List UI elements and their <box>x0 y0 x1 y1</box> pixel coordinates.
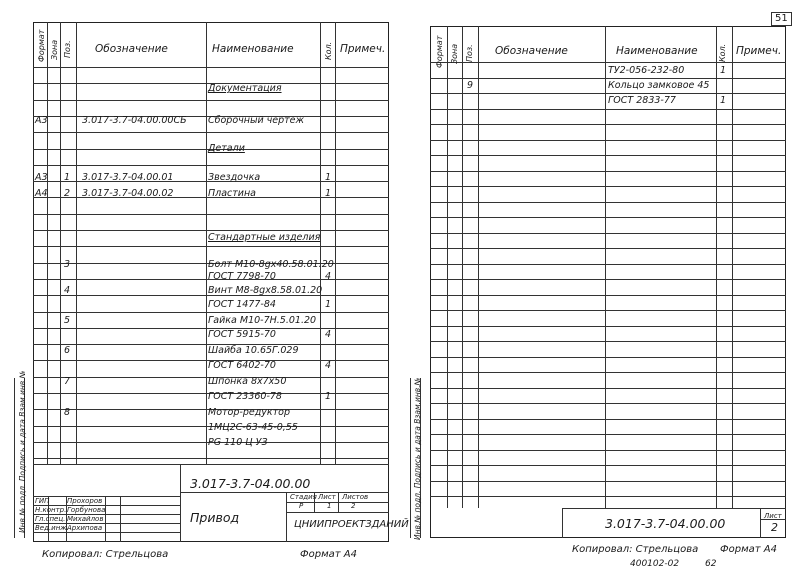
left-row-designation: 3.017-3.7-04.00.01 <box>82 172 174 183</box>
left-col-note-header: Примеч. <box>340 43 386 55</box>
right-row-qty: 1 <box>720 95 727 106</box>
right-row-line <box>430 465 786 466</box>
left-signer-divider <box>105 496 106 542</box>
left-stamp-divider <box>286 492 287 542</box>
left-row-line <box>33 165 389 166</box>
left-col-divider <box>60 22 61 464</box>
left-row-format: А3 <box>35 115 48 126</box>
right-stamp-divider <box>760 508 761 538</box>
right-row-line <box>430 341 786 342</box>
right-row-line <box>430 93 786 94</box>
right-col-note-header: Примеч. <box>736 45 782 57</box>
left-row-line <box>33 100 389 101</box>
left-stamp-divider <box>180 464 181 542</box>
left-row-name: ГОСТ 23360-78 <box>208 391 282 402</box>
right-row-line <box>430 155 786 156</box>
left-row-qty: 4 <box>325 360 332 371</box>
left-row-name: Пластина <box>208 188 257 199</box>
right-row-line <box>430 434 786 435</box>
right-row-line <box>430 481 786 482</box>
right-row-line <box>430 357 786 358</box>
left-row-position: 2 <box>64 188 71 199</box>
left-stamp-line <box>286 512 389 513</box>
left-row-qty: 4 <box>325 271 332 282</box>
right-row-line <box>430 202 786 203</box>
right-col-designation-header: Обозначение <box>495 45 568 57</box>
left-col-pos-header: Поз. <box>63 40 72 58</box>
left-col-divider <box>206 22 207 464</box>
left-stamp-sheet-label: Лист <box>318 493 336 501</box>
right-row-line <box>430 109 786 110</box>
left-row-line <box>33 246 389 247</box>
left-row-name: ГОСТ 1477-84 <box>208 299 276 310</box>
left-col-divider <box>335 22 336 464</box>
signer-role: Н.контр. <box>35 506 67 514</box>
left-row-qty: 1 <box>325 188 332 199</box>
left-col-divider <box>47 22 48 464</box>
left-signer-line <box>33 532 180 533</box>
left-row-name: Винт М8-8gx8.58.01.20 <box>208 285 323 296</box>
left-row-line <box>33 214 389 215</box>
right-row-qty: 1 <box>720 65 727 76</box>
left-side-label: Инв.№ подл. Подпись и дата Взам.инв.№ <box>18 370 27 533</box>
right-col-divider <box>447 26 448 508</box>
right-order-no: 400102-02 <box>630 559 680 569</box>
left-organization: ЦНИИПРОЕКТЗДАНИЙ <box>294 519 409 530</box>
left-row-designation: 3.017-3.7-04.00.00СБ <box>82 115 187 126</box>
right-row-line <box>430 279 786 280</box>
left-row-qty: 4 <box>325 329 332 340</box>
left-row-position: 7 <box>64 376 71 387</box>
signer-role: Гл.спец. <box>35 515 66 523</box>
left-row-format: А3 <box>35 172 48 183</box>
signer-name: Архипова <box>67 524 103 532</box>
left-row-name: ГОСТ 7798-70 <box>208 271 276 282</box>
right-row-line <box>430 403 786 404</box>
left-stamp-stage-value: Р <box>299 502 304 510</box>
left-row-qty: 1 <box>325 391 332 402</box>
left-signer-line <box>33 496 180 497</box>
right-order-pg: 62 <box>705 559 717 569</box>
signer-name: Горбунова <box>67 506 106 514</box>
right-row-position: 9 <box>467 80 474 91</box>
right-col-divider <box>478 26 479 508</box>
right-row-line <box>430 171 786 172</box>
left-row-name: ГОСТ 5915-70 <box>208 329 276 340</box>
right-sheet-no: 2 <box>771 521 778 534</box>
right-row-line <box>430 124 786 125</box>
left-row-name: Болт М10-8gx40.58.01.20 <box>208 259 334 270</box>
right-row-line <box>430 450 786 451</box>
right-row-name: ТУ2-056-232-80 <box>608 65 685 76</box>
right-col-divider <box>716 26 717 508</box>
right-col-name-header: Наименование <box>616 45 698 57</box>
left-col-divider <box>76 22 77 464</box>
right-col-zone-header: Зона <box>450 43 459 64</box>
right-header-line <box>430 62 786 63</box>
left-row-name: Сборочный чертеж <box>208 115 305 126</box>
left-row-name: Шпонка 8х7х50 <box>208 376 287 387</box>
right-row-line <box>430 419 786 420</box>
right-stamp-code: 3.017-3.7-04.00.00 <box>605 516 726 531</box>
right-col-pos-header: Поз. <box>465 44 474 62</box>
right-row-line <box>430 310 786 311</box>
left-stamp-sheets-value: 2 <box>351 502 356 510</box>
right-row-line <box>430 295 786 296</box>
left-format: Формат А4 <box>300 549 357 560</box>
right-side-strip <box>410 378 411 538</box>
left-col-format-header: Формат <box>37 29 46 62</box>
left-row-name: Мотор-редуктор <box>208 407 290 418</box>
left-row-format: А4 <box>35 188 48 199</box>
right-row-line <box>430 372 786 373</box>
left-row-line <box>33 230 389 231</box>
right-row-line <box>430 496 786 497</box>
left-stamp-stage-label: Стадия <box>290 493 317 501</box>
right-row-line <box>430 140 786 141</box>
left-row-position: 1 <box>64 172 71 183</box>
right-col-divider <box>605 26 606 508</box>
right-col-qty-header: Кол. <box>718 43 727 62</box>
left-col-zone-header: Зона <box>50 39 59 60</box>
left-row-position: 5 <box>64 315 71 326</box>
left-row-position: 3 <box>64 259 71 270</box>
left-row-designation: 3.017-3.7-04.00.02 <box>82 188 174 199</box>
right-sheet-label: Лист <box>764 512 782 520</box>
signer-name: Прохоров <box>67 497 103 505</box>
left-stamp-code: 3.017-3.7-04.00.00 <box>190 476 311 491</box>
right-row-line <box>430 264 786 265</box>
left-row-name: Звездочка <box>208 172 261 183</box>
left-row-position: 8 <box>64 407 71 418</box>
left-col-divider <box>320 22 321 464</box>
right-row-name: ГОСТ 2833-77 <box>608 95 676 106</box>
right-row-line <box>430 217 786 218</box>
right-row-name: Кольцо замковое 45 <box>608 80 710 91</box>
left-row-position: 4 <box>64 285 71 296</box>
left-row-position: 6 <box>64 345 71 356</box>
left-header-line <box>33 67 389 68</box>
left-row-qty: 1 <box>325 299 332 310</box>
right-col-divider <box>732 26 733 508</box>
right-format: Формат А4 <box>720 544 777 555</box>
left-stamp-title: Привод <box>190 510 240 525</box>
signer-role: Вед.инж. <box>35 524 69 532</box>
right-stamp-divider <box>562 508 563 538</box>
left-stamp-top-line <box>33 464 389 465</box>
page-number: 51 <box>771 12 792 26</box>
left-col-designation-header: Обозначение <box>95 43 168 55</box>
signer-name: Михайлов <box>67 515 104 523</box>
right-row-line <box>430 388 786 389</box>
left-side-strip <box>14 378 15 538</box>
signer-role: ГИП <box>35 497 50 505</box>
left-row-line <box>33 132 389 133</box>
left-col-qty-header: Кол. <box>324 41 333 60</box>
left-row-name: Шайба 10.65Г.029 <box>208 345 299 356</box>
left-copied-by: Копировал: Стрельцова <box>42 549 169 560</box>
left-stamp-sheet-value: 1 <box>327 502 332 510</box>
left-row-name: РG 110 Ц УЗ <box>208 437 268 448</box>
left-row-line <box>33 458 389 459</box>
left-row-name: Документация <box>208 83 282 94</box>
right-side-label: Инв.№ подл. Подпись и дата Взам.инв.№ <box>413 377 422 540</box>
right-row-line <box>430 78 786 79</box>
right-row-line <box>430 233 786 234</box>
left-row-name: Гайка М10-7Н.5.01.20 <box>208 315 317 326</box>
left-row-name: Детали <box>208 143 245 154</box>
right-col-format-header: Формат <box>435 35 444 68</box>
left-signer-divider <box>120 496 121 542</box>
left-row-name: ГОСТ 6402-70 <box>208 360 276 371</box>
left-stamp-sheets-label: Листов <box>342 493 369 501</box>
left-row-name: 1МЦ2С-63-45-0,55 <box>208 422 298 433</box>
right-col-divider <box>462 26 463 508</box>
left-row-name: Стандартные изделия <box>208 232 321 243</box>
right-copied-by: Копировал: Стрельцова <box>572 544 699 555</box>
right-row-line <box>430 326 786 327</box>
left-row-qty: 1 <box>325 172 332 183</box>
right-stamp-top-line <box>562 508 786 509</box>
right-row-line <box>430 186 786 187</box>
right-row-line <box>430 248 786 249</box>
left-row-line <box>33 312 389 313</box>
left-col-name-header: Наименование <box>212 43 294 55</box>
